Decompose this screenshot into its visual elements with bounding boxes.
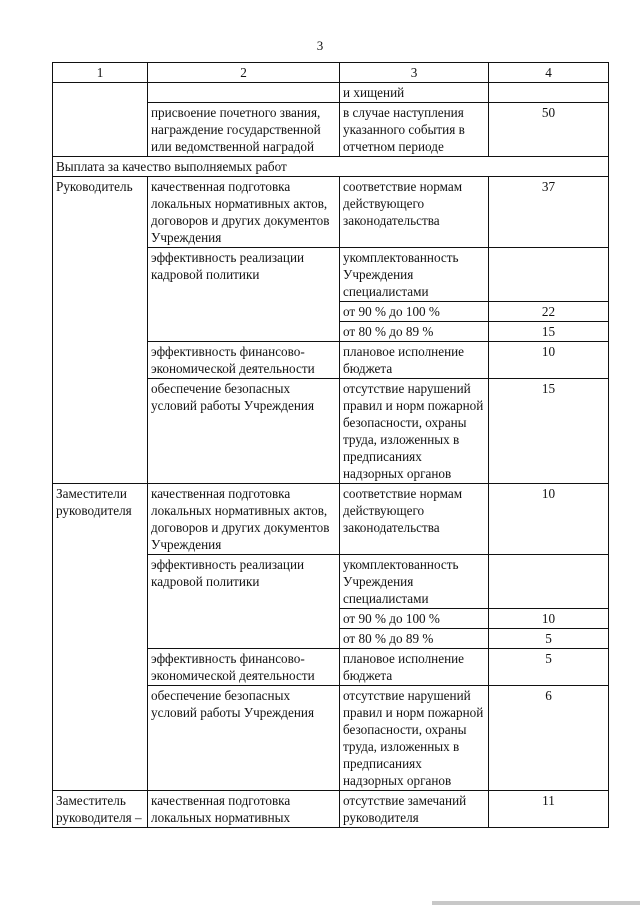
- indicator-cell: эффективность реализации кадровой политики: [148, 555, 340, 649]
- table-row: [53, 484, 609, 555]
- points-cell: 22: [489, 302, 609, 322]
- points-cell: [489, 83, 609, 103]
- criterion-cell: в случае наступления указанного события в отчетном периоде: [340, 103, 489, 157]
- points-cell: 11: [489, 791, 609, 828]
- criterion-cell: отсутствие нарушений правил и норм пожарной безопасности, охраны труда, изложенных в предписаниях надзорных органов: [340, 379, 489, 484]
- criterion-cell: отсутствие замечаний руководителя: [340, 791, 489, 828]
- table-row: [53, 791, 609, 828]
- criterion-cell: от 80 % до 89 %: [340, 629, 489, 649]
- column-number: 4: [489, 63, 609, 83]
- points-cell: 5: [489, 649, 609, 686]
- indicator-cell: эффективность финансово-экономической деятельности: [148, 649, 340, 686]
- indicator-cell: качественная подготовка локальных нормативных: [148, 791, 340, 828]
- scan-edge-mark: [432, 901, 640, 905]
- column-number: 3: [340, 63, 489, 83]
- points-cell: 6: [489, 686, 609, 791]
- criterion-cell: укомплектованность Учреждения специалистами: [340, 248, 489, 302]
- indicator-cell: обеспечение безопасных условий работы Учреждения: [148, 686, 340, 791]
- criterion-cell: от 90 % до 100 %: [340, 609, 489, 629]
- points-cell: [489, 555, 609, 609]
- section-row: [53, 157, 609, 177]
- criterion-cell: укомплектованность Учреждения специалистами: [340, 555, 489, 609]
- indicator-cell: эффективность финансово-экономической деятельности: [148, 342, 340, 379]
- criterion-cell: соответствие нормам действующего законодательства: [340, 177, 489, 248]
- column-number: 2: [148, 63, 340, 83]
- indicator-cell: присвоение почетного звания, награждение государственной или ведомственной наградой: [148, 103, 340, 157]
- column-number-row: [53, 63, 609, 83]
- section-title: Выплата за качество выполняемых работ: [53, 157, 609, 177]
- table-row: [53, 83, 609, 103]
- points-cell: [489, 248, 609, 302]
- points-cell: 10: [489, 484, 609, 555]
- points-cell: 5: [489, 629, 609, 649]
- table-row: [53, 177, 609, 248]
- position-cell: [53, 83, 148, 157]
- criterion-cell: плановое исполнение бюджета: [340, 649, 489, 686]
- criterion-cell: плановое исполнение бюджета: [340, 342, 489, 379]
- criterion-cell: отсутствие нарушений правил и норм пожарной безопасности, охраны труда, изложенных в предписаниях надзорных органов: [340, 686, 489, 791]
- indicator-cell: обеспечение безопасных условий работы Учреждения: [148, 379, 340, 484]
- criterion-cell: соответствие нормам действующего законодательства: [340, 484, 489, 555]
- criteria-table: [52, 62, 609, 828]
- position-cell: Заместители руководителя: [53, 484, 148, 791]
- indicator-cell: качественная подготовка локальных нормативных актов, договоров и других документов Учреждения: [148, 484, 340, 555]
- points-cell: 15: [489, 322, 609, 342]
- criterion-cell: от 90 % до 100 %: [340, 302, 489, 322]
- criterion-cell: и хищений: [340, 83, 489, 103]
- points-cell: 10: [489, 342, 609, 379]
- indicator-cell: эффективность реализации кадровой политики: [148, 248, 340, 342]
- position-cell: Руководитель: [53, 177, 148, 484]
- points-cell: 15: [489, 379, 609, 484]
- indicator-cell: качественная подготовка локальных нормативных актов, договоров и других документов Учреждения: [148, 177, 340, 248]
- points-cell: 50: [489, 103, 609, 157]
- position-cell: Заместитель руководителя –: [53, 791, 148, 828]
- indicator-cell: [148, 83, 340, 103]
- points-cell: 37: [489, 177, 609, 248]
- criterion-cell: от 80 % до 89 %: [340, 322, 489, 342]
- points-cell: 10: [489, 609, 609, 629]
- page-number: 3: [316, 38, 324, 53]
- column-number: 1: [53, 63, 148, 83]
